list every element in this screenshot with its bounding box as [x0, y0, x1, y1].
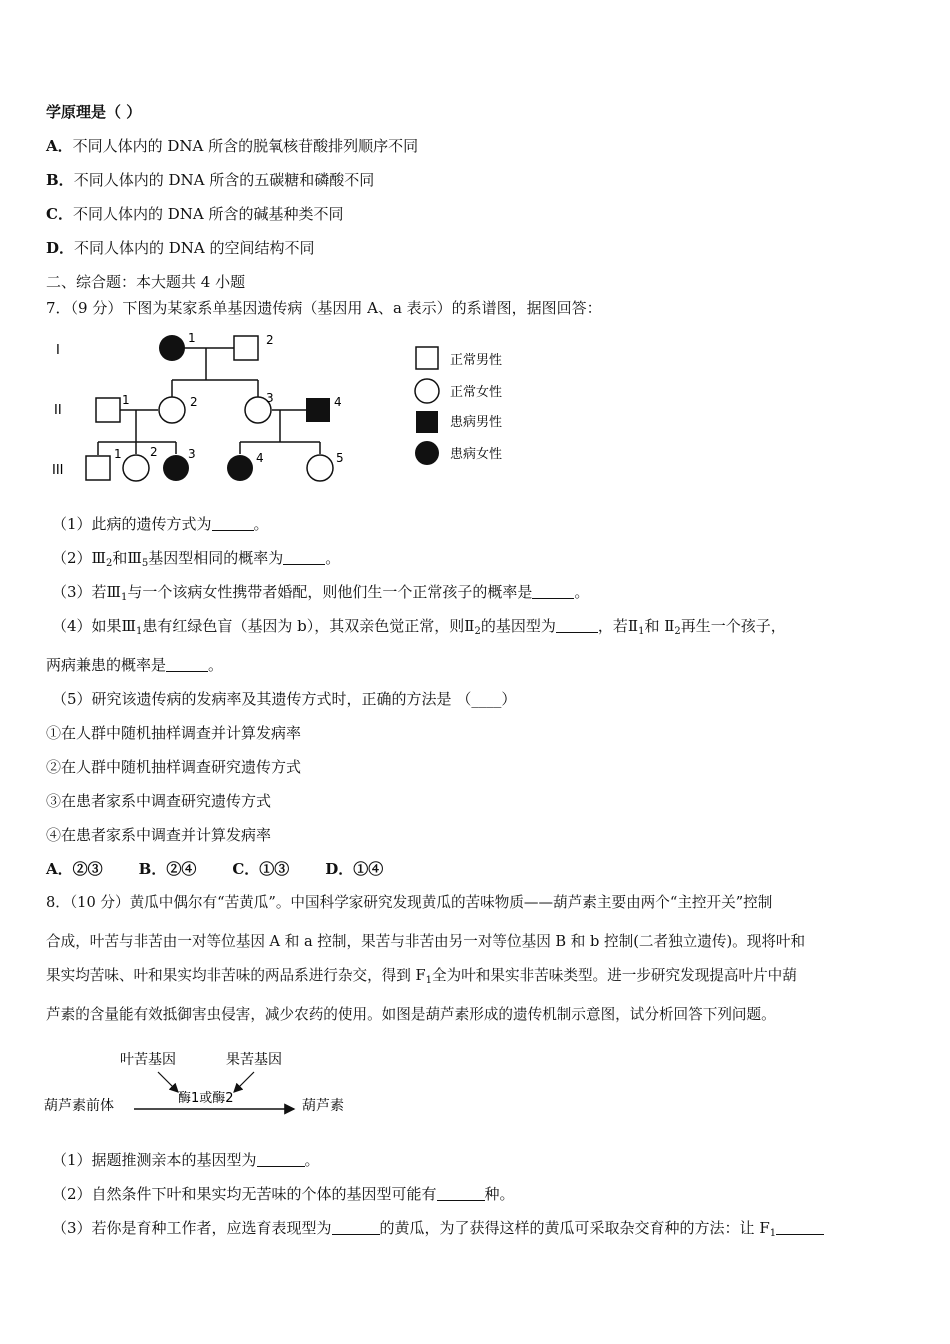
- q7-part1: （1）此病的遗传方式为 。: [52, 515, 269, 533]
- q7-part3: （3）若$Ⅲ_1$与一个该病女性携带者婚配，则他们生一个正常孩子的概率是 。: [52, 583, 590, 603]
- num-iii4: 4: [256, 451, 264, 465]
- legend-affected-female: 患病女性: [450, 447, 503, 462]
- ind-iii3-affected-female: [163, 455, 189, 481]
- gene-leaf-bitter: 叶苦基因: [120, 1052, 176, 1068]
- ind-ii1-normal-male: [96, 398, 120, 422]
- q8-stem-line4: 芦素的含量能有效抵御害虫侵害，减少农药的使用。如图是葫芦素形成的遗传机制示意图，试分析回答下列问题。: [46, 1006, 776, 1023]
- precursor-label: 葫芦素前体: [44, 1098, 114, 1114]
- ind-iii5-normal-female: [307, 455, 333, 481]
- num-iii3: 3: [188, 447, 196, 461]
- pedigree-chart: [40, 322, 560, 494]
- section-heading: 二、综合题：本大题共 4 小题: [46, 273, 246, 291]
- ind-iii2-normal-female: [123, 455, 149, 481]
- q8-part3: （3）若你是育种工作者，应选育表现型为 的黄瓜，为了获得这样的黄瓜可采取杂交育种的方法：让 $F_1$: [52, 1218, 824, 1244]
- q7-choice-2: ②在人群中随机抽样调查研究遗传方式: [46, 758, 302, 776]
- q7-part4: （4）如果$Ⅲ_1$患有红绿色盲（基因为 b），其双亲色觉正常，则$Ⅱ_2$的基因型为 ，若$Ⅱ_1$和 $Ⅱ_2$再生一个孩子，: [52, 617, 786, 637]
- q6-stem-tail: 学原理是（ ）: [46, 103, 142, 121]
- ind-iii1-normal-male: [86, 456, 110, 480]
- num-i2: 2: [266, 333, 274, 347]
- ind-i1-affected-female: [159, 335, 185, 361]
- num-i1: 1: [188, 331, 196, 345]
- legend-affected-male: 患病男性: [450, 415, 503, 430]
- q6-option-d: D．不同人体内的 DNA 的空间结构不同: [46, 239, 315, 257]
- legend-normal-male: 正常男性: [450, 353, 503, 368]
- enzyme-label: 酶1或酶2: [178, 1091, 234, 1106]
- legend-affected-male-symbol: [416, 411, 438, 433]
- q8-part1: （1）据题推测亲本的基因型为 。: [52, 1151, 320, 1169]
- q7-answer-c: C．①③: [232, 860, 290, 878]
- q7-answer-b: B．②④: [138, 860, 197, 878]
- ind-ii2-normal-female: [159, 397, 185, 423]
- gen-label-iii: III: [52, 463, 64, 478]
- q7-answer-options: [46, 859, 419, 879]
- cucurbitacin-pathway-diagram: [40, 1042, 380, 1122]
- num-iii2: 2: [150, 445, 158, 459]
- q7-part2: $(2)Ⅲ_2$和$Ⅲ_5$基因型相同的概率为 。: [52, 549, 341, 569]
- q7-stem: 7．（9 分）下图为某家系单基因遗传病（基因用 A、a 表示）的系谱图，据图回答：: [46, 299, 602, 317]
- legend-normal-female: 正常女性: [450, 385, 503, 400]
- q6-option-c: C．不同人体内的 DNA 所含的碱基种类不同: [46, 205, 344, 223]
- gene-fruit-bitter: 果苦基因: [226, 1052, 282, 1068]
- num-ii4: 4: [334, 395, 342, 409]
- q7-choice-1: ①在人群中随机抽样调查并计算发病率: [46, 724, 302, 742]
- q8-stem-line3: 果实均苦味、叶和果实均非苦味的两品系进行杂交，得到 $F_1$全为叶和果实非苦味类型。进一步研究发现提高叶片中葫: [46, 967, 797, 986]
- gen-label-ii: II: [54, 403, 62, 418]
- q7-choice-3: ③在患者家系中调查研究遗传方式: [46, 792, 272, 810]
- ind-i2-normal-male: [234, 336, 258, 360]
- q8-part2: （2）自然条件下叶和果实均无苦味的个体的基因型可能有 种。: [52, 1185, 515, 1203]
- gen-label-i: I: [56, 343, 60, 358]
- num-iii5: 5: [336, 451, 344, 465]
- num-iii1: 1: [114, 447, 122, 461]
- num-ii3: 3: [266, 391, 274, 405]
- ind-iii4-affected-female: [227, 455, 253, 481]
- legend-normal-female-symbol: [415, 379, 439, 403]
- num-ii2: 2: [190, 395, 198, 409]
- q7-part5: （5）研究该遗传病的发病率及其遗传方式时，正确的方法是 （____）: [52, 690, 517, 708]
- q8-stem-line1: 8．（10 分）黄瓜中偶尔有“苦黄瓜”。中国科学家研究发现黄瓜的苦味物质——葫芦素主要由两个“主控开关”控制: [46, 894, 773, 911]
- ind-ii4-affected-male: [306, 398, 330, 422]
- legend-normal-male-symbol: [416, 347, 438, 369]
- product-label: 葫芦素: [302, 1098, 344, 1114]
- q7-choice-4: ④在患者家系中调查并计算发病率: [46, 826, 272, 844]
- q6-option-a: A．不同人体内的 DNA 所含的脱氧核苷酸排列顺序不同: [46, 137, 419, 155]
- q7-answer-d: D．①④: [325, 860, 384, 878]
- q7-answer-a: A．②③: [46, 860, 103, 878]
- num-ii1: 1: [122, 393, 130, 407]
- legend-affected-female-symbol: [415, 441, 439, 465]
- q8-stem-line2: 合成，叶苦与非苦由一对等位基因 A 和 a 控制，果苦与非苦由另一对等位基因 B 和 b 控制(二者独立遗传)。现将叶和: [46, 933, 806, 950]
- q6-option-b: B．不同人体内的 DNA 所含的五碳糖和磷酸不同: [46, 171, 375, 189]
- q7-part4-cont: 两病兼患的概率是 。: [46, 656, 224, 674]
